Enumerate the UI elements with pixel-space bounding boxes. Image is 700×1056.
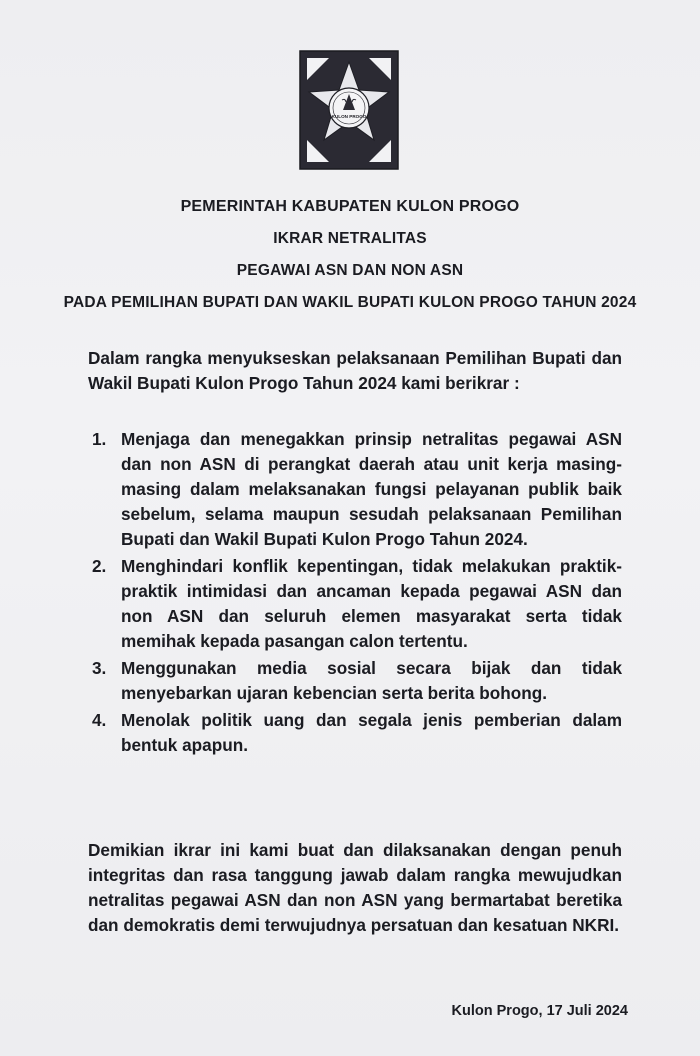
list-item xyxy=(88,427,622,552)
list-item-number: 1. xyxy=(92,429,107,449)
list-item xyxy=(88,656,622,706)
list-item-text: Menjaga dan menegakkan prinsip netralitas pegawai ASN dan non ASN di perangkat daerah atau unit kerja masing-masing dalam melaksanakan fungsi pelayanan publik baik sebelum, selama maupun sesudah pelaksanaan Pemilihan Bupati dan Wakil Bupati Kulon Progo Tahun 2024. xyxy=(121,429,622,549)
closing-paragraph: Demikian ikrar ini kami buat dan dilaksanakan dengan penuh integritas dan rasa tanggung jawab dalam rangka mewujudkan netralitas pegawai ASN dan non ASN yang bermartabat beretika dan demokratis demi terwujudnya persatuan dan kesatuan NKRI. xyxy=(88,840,622,935)
list-item-text: Menolak politik uang dan segala jenis pemberian dalam bentuk apapun. xyxy=(121,710,622,755)
list-item xyxy=(88,554,622,654)
kulon-progo-emblem xyxy=(299,50,399,170)
intro-paragraph: Dalam rangka menyukseskan pelaksanaan Pemilihan Bupati dan Wakil Bupati Kulon Progo Tahun 2024 kami berikrar : xyxy=(88,348,622,393)
header-pledge-title: IKRAR NETRALITAS xyxy=(273,230,427,247)
list-item-text: Menghindari konflik kepentingan, tidak melakukan praktik-praktik intimidasi dan ancaman kepada pegawai ASN dan non ASN dan seluruh elemen masyarakat serta tidak memihak kepada pasangan calon tertentu. xyxy=(121,556,622,651)
signature-place-date: Kulon Progo, 17 Juli 2024 xyxy=(451,1003,628,1019)
list-item-number: 2. xyxy=(92,556,107,576)
header-election: PADA PEMILIHAN BUPATI DAN WAKIL BUPATI KULON PROGO TAHUN 2024 xyxy=(63,294,637,311)
list-item xyxy=(88,708,622,758)
list-item-number: 4. xyxy=(92,710,107,730)
list-item-number: 3. xyxy=(92,658,107,678)
header-employees: PEGAWAI ASN DAN NON ASN xyxy=(236,262,464,279)
list-item-text: Menggunakan media sosial secara bijak dan tidak menyebarkan ujaran kebencian serta berita bohong. xyxy=(121,658,622,703)
emblem-text: KULON PROGO xyxy=(331,114,367,119)
pledge-list xyxy=(88,427,622,760)
header-government: PEMERINTAH KABUPATEN KULON PROGO xyxy=(180,198,520,215)
